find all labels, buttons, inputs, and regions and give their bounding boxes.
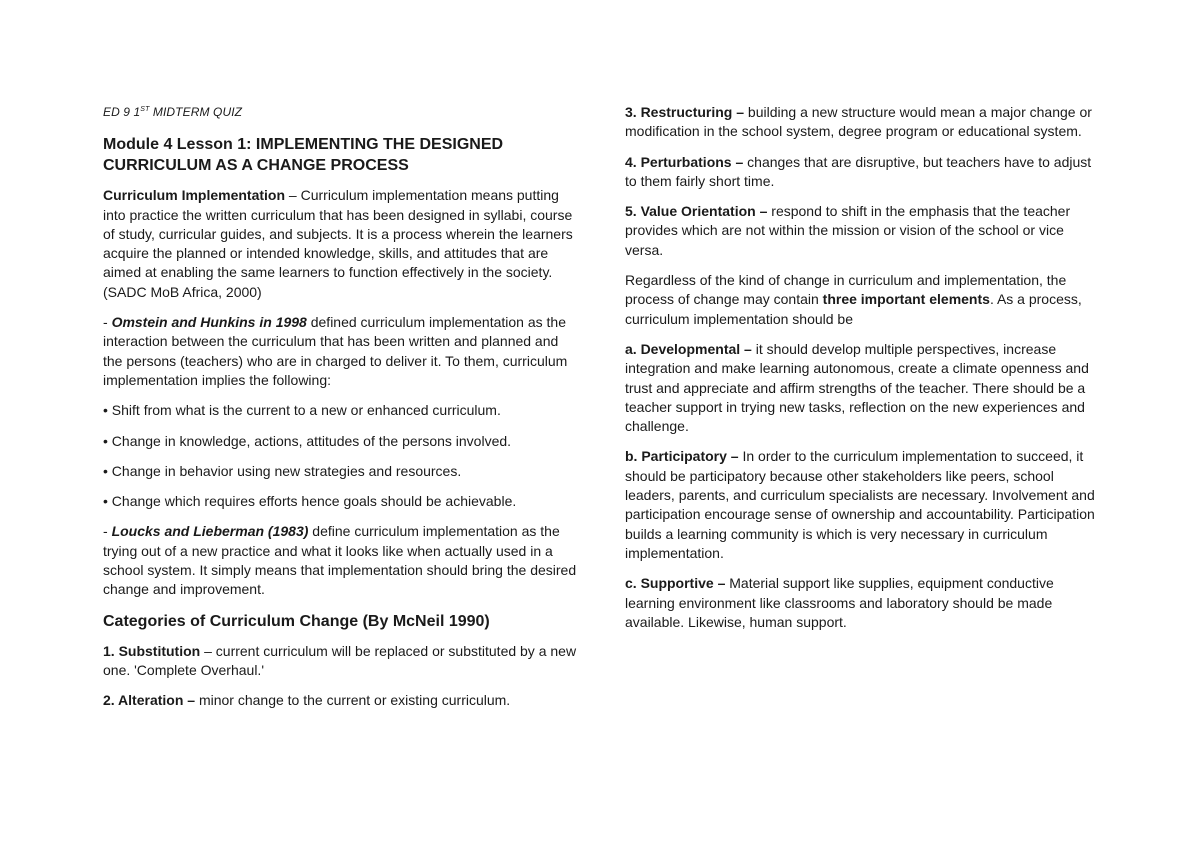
bullet-item: • Shift from what is the current to a new or enhanced curriculum. xyxy=(103,402,501,419)
bullet-item: • Change in knowledge, actions, attitudes of the persons involved. xyxy=(103,432,512,449)
element-supportive: c. Supportive – Material support like supplies, equipment conductive learning environment like classrooms and laboratory should be made available. Likewise, human support. xyxy=(625,575,1054,630)
right-column xyxy=(625,103,1097,643)
loucks-citation: Loucks and Lieberman (1983) xyxy=(111,523,309,540)
module-title: Module 4 Lesson 1: IMPLEMENTING THE DESIGNED CURRICULUM AS A CHANGE PROCESS xyxy=(103,136,504,175)
element-participatory: b. Participatory – In order to the curriculum implementation to succeed, it should be participatory because other stakeholders like peers, school leaders, parents, and curriculum specialists are necessary. Involvement and participation encourage sense of ownership and accountability. Participation builds a learning community is which is very necessary in curriculum implementation. xyxy=(625,448,1095,561)
implementation-definition: Curriculum Implementation – Curriculum implementation means putting into practice the written curriculum that has been designed in syllabi, course of study, curricular guides, and subjects. It is a process wherein the learners acquire the planned or intended knowledge, skills, and attitudes that are aimed at enabling the same learners to function effectively in the society. (SADC MoB Africa, 2000) xyxy=(103,187,573,300)
category-substitution: 1. Substitution – current curriculum will be replaced or substituted by a new one. 'Complete Overhaul.' xyxy=(103,642,577,678)
category-value-orientation: 5. Value Orientation – respond to shift in the emphasis that the teacher provides which are not within the mission or vision of the school or vice versa. xyxy=(625,203,1071,258)
loucks-paragraph: - Loucks and Lieberman (1983) define curriculum implementation as the trying out of a new practice and what it looks like when actually used in a school system. It simply means that implementation should bring the desired change and improvement. xyxy=(103,523,577,598)
left-column xyxy=(103,100,581,722)
bullet-item: • Change which requires efforts hence goals should be achievable. xyxy=(103,493,517,510)
omstein-citation: Omstein and Hunkins in 1998 xyxy=(111,314,307,331)
categories-title: Categories of Curriculum Change (By McNeil 1990) xyxy=(103,612,490,630)
category-perturbations: 4. Perturbations – changes that are disruptive, but teachers have to adjust to them fairly short time. xyxy=(625,153,1092,189)
category-restructuring: 3. Restructuring – building a new structure would mean a major change or modification in the school system, degree program or educational system. xyxy=(625,104,1092,140)
regardless-paragraph: Regardless of the kind of change in curriculum and implementation, the process of change may contain three important elements. As a process, curriculum implementation should be xyxy=(625,272,1082,327)
quiz-header: ED 9 1ST MIDTERM QUIZ xyxy=(103,105,243,119)
implementation-term: Curriculum Implementation xyxy=(103,187,286,204)
omstein-paragraph: - Omstein and Hunkins in 1998 defined curriculum implementation as the interaction between the curriculum that has been written and planned and the persons (teachers) who are in charged to deliver it. To them, curriculum implementation implies the following: xyxy=(103,314,568,388)
element-developmental: a. Developmental – it should develop multiple perspectives, increase integration and make learning autonomous, create a climate openness and trust and appreciate and affirm strengths of the teacher. There should be a teacher support in trying new tasks, reflection on the new experiences and challenge. xyxy=(625,340,1089,435)
category-alteration: 2. Alteration – minor change to the current or existing curriculum. xyxy=(103,692,511,709)
bullet-item: • Change in behavior using new strategies and resources. xyxy=(103,462,462,479)
